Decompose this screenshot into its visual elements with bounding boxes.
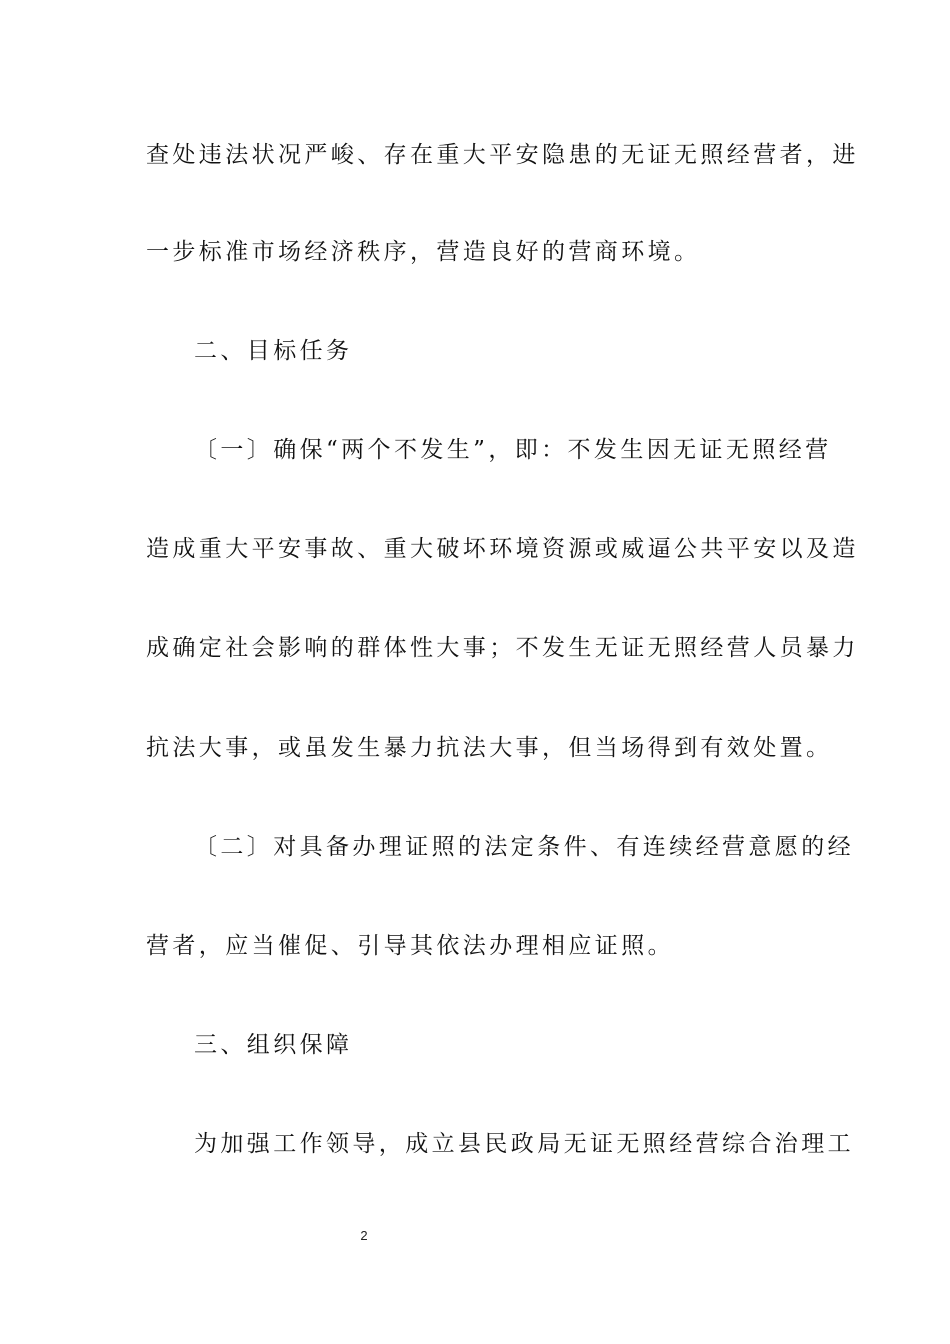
paragraph-line: 为加强工作领导，成立县民政局无证无照经营综合治理工: [194, 1131, 854, 1157]
paragraph-line: 〔二〕对具备办理证照的法定条件、有连续经营意愿的经: [194, 834, 854, 860]
paragraph-line: 造成重大平安事故、重大破坏环境资源或威逼公共平安以及造: [146, 536, 859, 562]
section-heading: 三、组织保障: [194, 1032, 353, 1058]
paragraph-line: 查处违法状况严峻、存在重大平安隐患的无证无照经营者，进: [146, 142, 859, 168]
page-number: 2: [360, 1228, 368, 1243]
paragraph-line: 成确定社会影响的群体性大事；不发生无证无照经营人员暴力: [146, 635, 859, 661]
paragraph-line: 一步标准市场经济秩序，营造良好的营商环境。: [146, 239, 701, 265]
section-heading: 二、目标任务: [194, 338, 353, 364]
paragraph-line: 抗法大事，或虽发生暴力抗法大事，但当场得到有效处置。: [146, 735, 833, 761]
paragraph-line: 营者，应当催促、引导其依法办理相应证照。: [146, 933, 674, 959]
paragraph-line: 〔一〕确保“两个不发生”，即：不发生因无证无照经营: [194, 437, 832, 463]
